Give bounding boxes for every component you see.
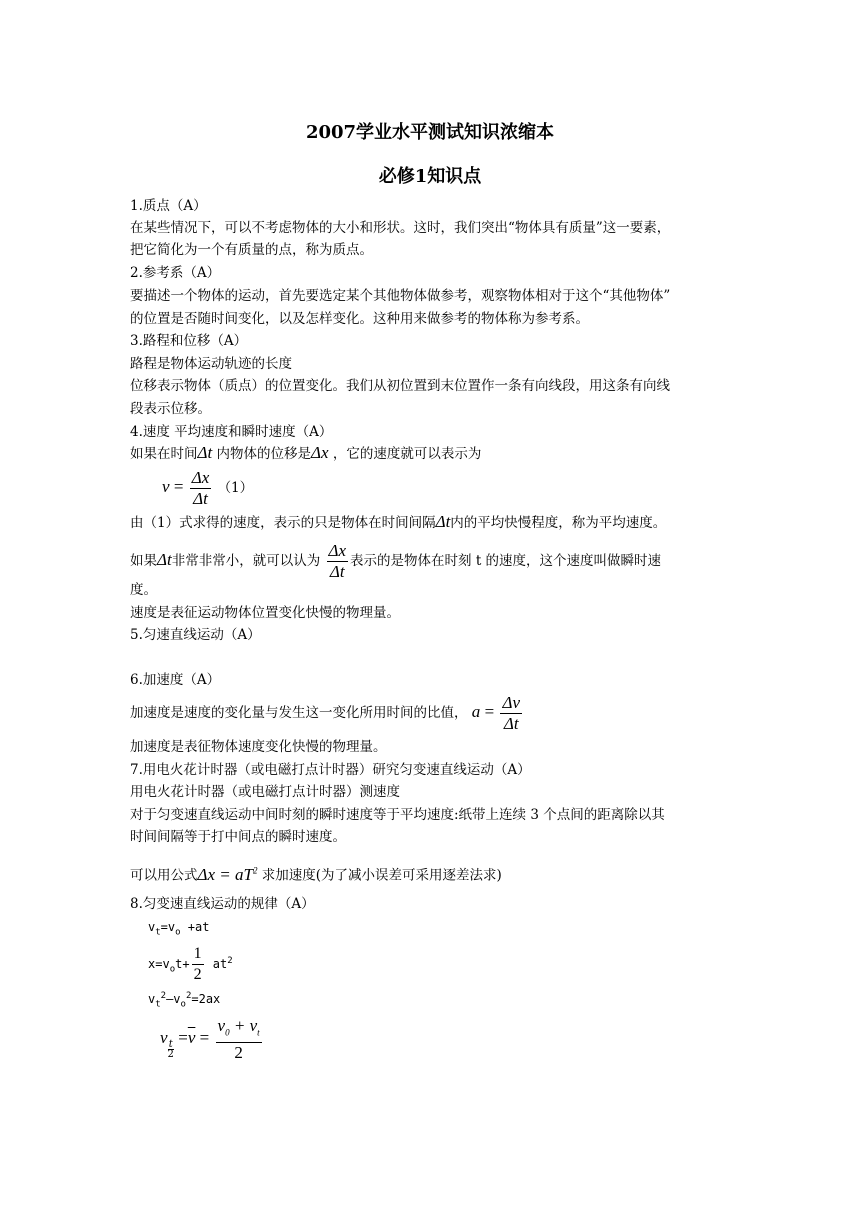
para-4-line-3: 如果Δt非常非常小，就可以认为 $\frac{\Delta x}{\Delta t}$ 表示的是物体在时刻 t 的速度，这个速度叫做瞬时速: [130, 541, 662, 581]
difference-formula: $\Delta x = aT^2$: [197, 864, 258, 884]
para-6-line-1: 加速度是速度的变化量与发生这一变化所用时间的比值， a = $\frac{\Delta v}{\Delta t}$: [130, 693, 521, 733]
delta-t-symbol: Δt: [435, 512, 451, 531]
heading-5: 5.匀速直线运动（A）: [130, 627, 261, 643]
para-4-line-5: 速度是表征运动物体位置变化快慢的物理量。: [130, 605, 400, 621]
document-title: 2007学业水平测试知识浓缩本: [305, 122, 555, 143]
heading-3: 3.路程和位移（A）: [130, 333, 248, 349]
para-3-line-3: 段表示位移。: [130, 401, 211, 417]
para-4-line-4: 度。: [130, 582, 157, 598]
formula-mid-time-velocity: v $\frac{t}{2}$ $=\overline{v}$ = $\frac{v_0 + v_t}{2}$: [160, 1016, 260, 1063]
velocity-formula: v = $\frac{\Delta x}{\Delta t}$ （1）: [162, 468, 254, 508]
heading-4: 4.速度 平均速度和瞬时速度（A）: [130, 424, 333, 440]
para-6-line-2: 加速度是表征物体速度变化快慢的物理量。: [130, 739, 387, 755]
heading-2: 2.参考系（A）: [130, 265, 221, 281]
para-2-line-2: 的位置是否随时间变化，以及怎样变化。这种用来做参考的物体称为参考系。: [130, 311, 589, 327]
para-2-line-1: 要描述一个物体的运动，首先要选定某个其他物体做参考，观察物体相对于这个“其他物体”: [130, 288, 671, 304]
para-1-line-1: 在某些情况下，可以不考虑物体的大小和形状。这时，我们突出“物体具有质量”这一要素，: [130, 220, 671, 236]
para-4-line-2: 由（1）式求得的速度，表示的只是物体在时间间隔Δt内的平均快慢程度，称为平均速度。: [130, 512, 667, 531]
para-3-line-1: 路程是物体运动轨迹的长度: [130, 356, 292, 372]
para-7-line-4: 可以用公式$\Delta x = aT^2$ 求加速度(为了减小误差可采用逐差法求): [130, 864, 502, 884]
heading-6: 6.加速度（A）: [130, 672, 221, 688]
instant-velocity-fraction: $\frac{\Delta x}{\Delta t}$: [328, 541, 347, 581]
velocity-fraction: $\frac{\Delta x}{\Delta t}$: [191, 468, 210, 508]
para-7-line-3: 时间间隔等于打中间点的瞬时速度。: [130, 829, 346, 845]
text: ，它的速度就可以表示为: [332, 446, 482, 462]
heading-1: 1.质点（A）: [130, 198, 207, 214]
para-7-line-1: 用电火花计时器（或电磁打点计时器）测速度: [130, 784, 400, 800]
para-1-line-2: 把它简化为一个有质量的点，称为质点。: [130, 242, 373, 258]
section-title: 必修1知识点: [378, 166, 482, 187]
para-3-line-2: 位移表示物体（质点）的位置变化。我们从初位置到末位置作一条有向线段，用这条有向线: [130, 378, 670, 394]
delta-t-symbol: Δt: [197, 443, 213, 462]
half-fraction: $\frac{1}{2}$: [193, 945, 202, 983]
delta-x-symbol: Δx: [311, 443, 329, 462]
text: 内物体的位移是: [216, 446, 311, 462]
acceleration-fraction: $\frac{\Delta v}{\Delta t}$: [502, 693, 521, 733]
formula-velocity-displacement: $v_t^2-v_o^2=2ax$: [148, 991, 221, 1010]
para-7-line-2: 对于匀变速直线运动中间时刻的瞬时速度等于平均速度:纸带上连续 3 个点间的距离除以其: [130, 807, 665, 823]
mean-velocity-fraction: $\frac{v_0 + v_t}{2}$: [217, 1016, 260, 1063]
text: 如果在时间: [130, 446, 198, 462]
heading-8: 8.匀变速直线运动的规律（A）: [130, 896, 315, 912]
formula-velocity-time: $v_t=v_o +at$: [148, 920, 210, 938]
delta-t-symbol: Δt: [157, 550, 172, 569]
equation-label: （1）: [217, 480, 254, 496]
para-4-line-1: [130, 443, 481, 464]
formula-displacement-time: $x=v_ot+$ $\frac{1}{2}$ $at^2$: [148, 945, 233, 983]
heading-7: 7.用电火花计时器（或电磁打点计时器）研究匀变速直线运动（A）: [130, 762, 531, 778]
